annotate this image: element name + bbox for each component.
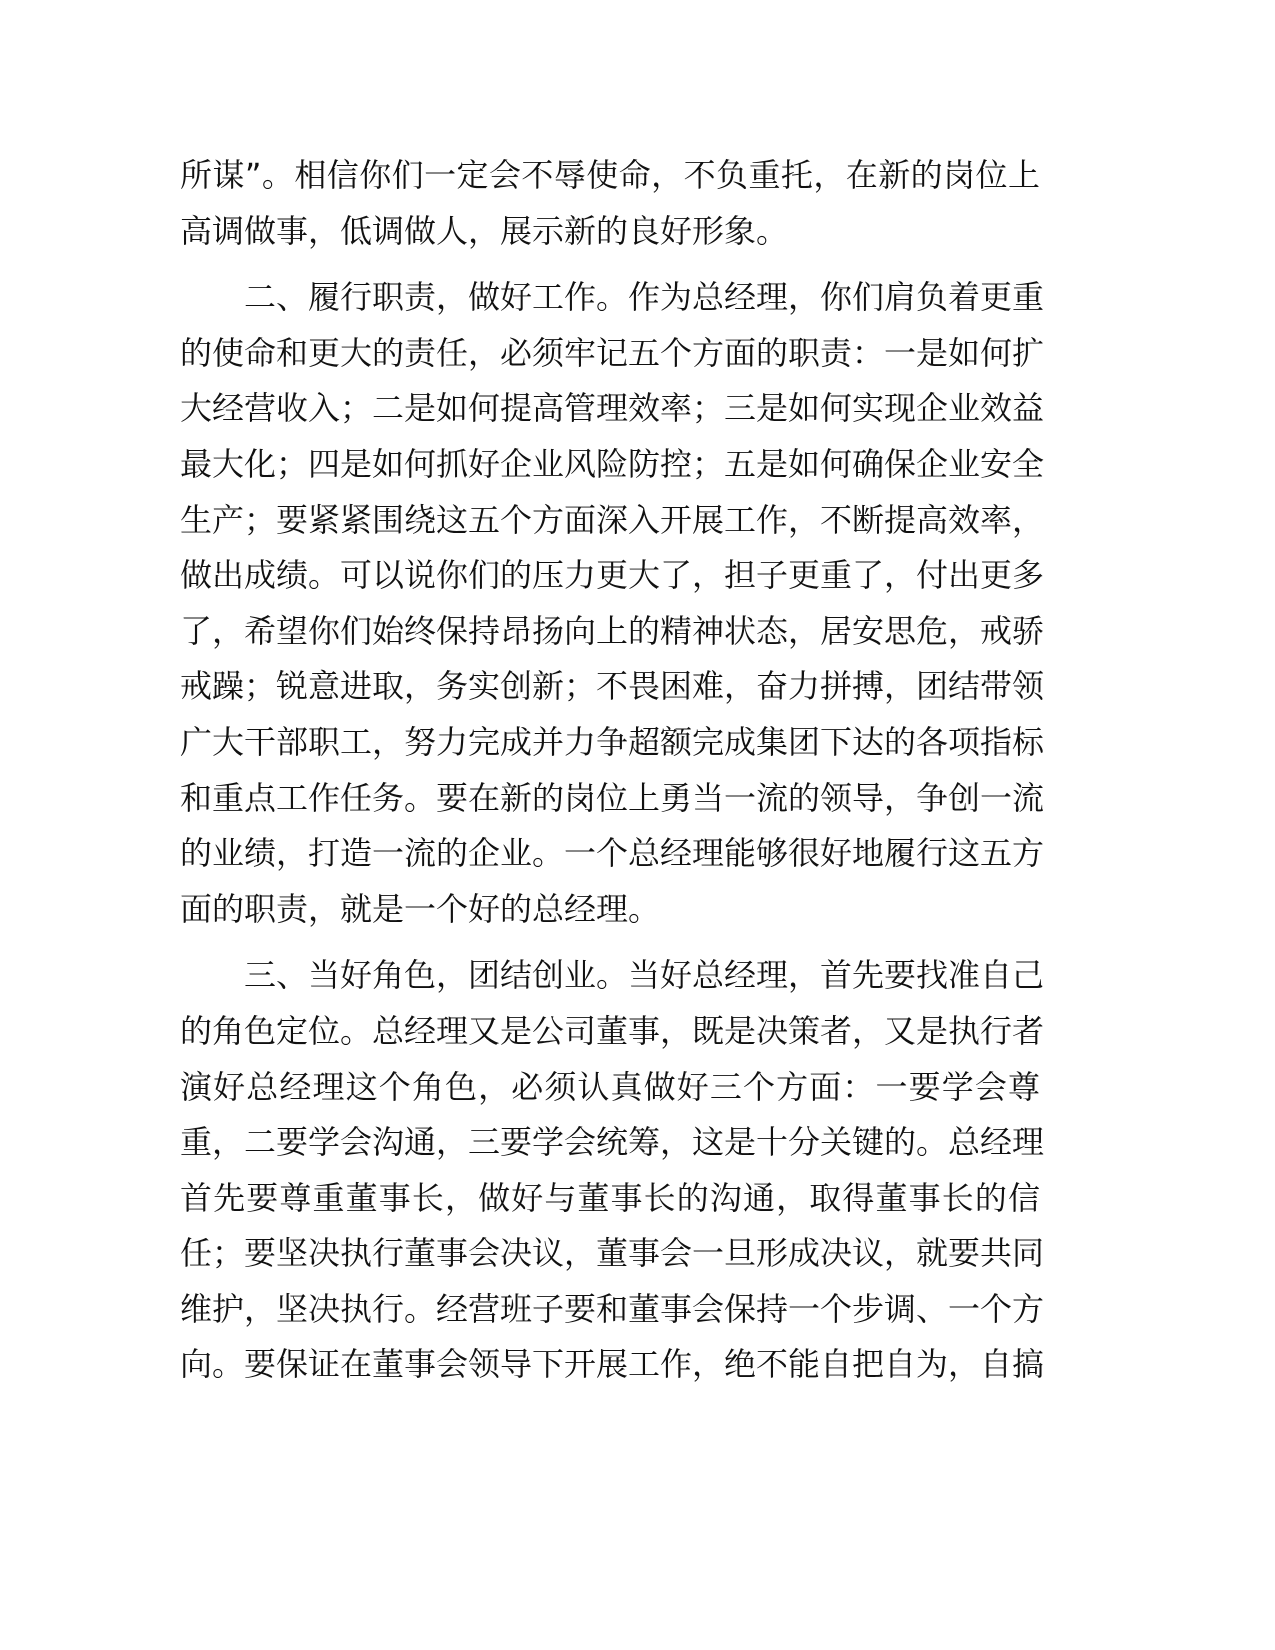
text-line: 演好总经理这个角色，必须认真做好三个方面：一要学会尊 <box>180 1067 1040 1106</box>
text-line: 面的职责，就是一个好的总经理。 <box>180 889 661 928</box>
text-line: 做出成绩。可以说你们的压力更大了，担子更重了，付出更多 <box>180 556 1045 595</box>
text-line: 的业绩，打造一流的企业。一个总经理能够很好地履行这五方 <box>180 834 1045 873</box>
text-line: 的角色定位。总经理又是公司董事，既是决策者，又是执行者 <box>180 1011 1045 1050</box>
text-line: 的使命和更大的责任，必须牢记五个方面的职责：一是如何扩 <box>180 333 1045 372</box>
text-line: 任；要坚决执行董事会决议，董事会一旦形成决议，就要共同 <box>180 1234 1045 1273</box>
paragraph-1 <box>180 148 1040 259</box>
text-line: 大经营收入；二是如何提高管理效率；三是如何实现企业效益 <box>180 389 1045 428</box>
text-line: 广大干部职工，努力完成并力争超额完成集团下达的各项指标 <box>180 722 1045 761</box>
text-line: 向。要保证在董事会领导下开展工作，绝不能自把自为，自搞 <box>180 1345 1045 1384</box>
text-line: 维护，坚决执行。经营班子要和董事会保持一个步调、一个方 <box>180 1289 1045 1328</box>
text-line: 和重点工作任务。要在新的岗位上勇当一流的领导，争创一流 <box>180 778 1045 817</box>
text-line: 高调做事，低调做人，展示新的良好形象。 <box>180 211 789 250</box>
text-line: 重，二要学会沟通，三要学会统筹，这是十分关键的。总经理 <box>180 1123 1045 1162</box>
text-line: 了，希望你们始终保持昂扬向上的精神状态，居安思危，戒骄 <box>180 611 1045 650</box>
text-line: 二、履行职责，做好工作。作为总经理，你们肩负着更重 <box>244 278 1045 317</box>
text-line: 生产；要紧紧围绕这五个方面深入开展工作，不断提高效率， <box>180 500 1045 539</box>
document-page <box>180 148 1045 1404</box>
text-line: 首先要尊重董事长，做好与董事长的沟通，取得董事长的信 <box>180 1178 1040 1217</box>
text-line: 最大化；四是如何抓好企业风险防控；五是如何确保企业安全 <box>180 444 1045 483</box>
text-line: 三、当好角色，团结创业。当好总经理，首先要找准自己 <box>244 956 1045 995</box>
paragraph-3 <box>180 948 1045 1393</box>
paragraph-2 <box>180 270 1045 937</box>
text-line: 戒躁；锐意进取，务实创新；不畏困难，奋力拼搏，团结带领 <box>180 667 1045 706</box>
text-line: 所谋”。相信你们一定会不辱使命，不负重托，在新的岗位上 <box>180 156 1040 194</box>
